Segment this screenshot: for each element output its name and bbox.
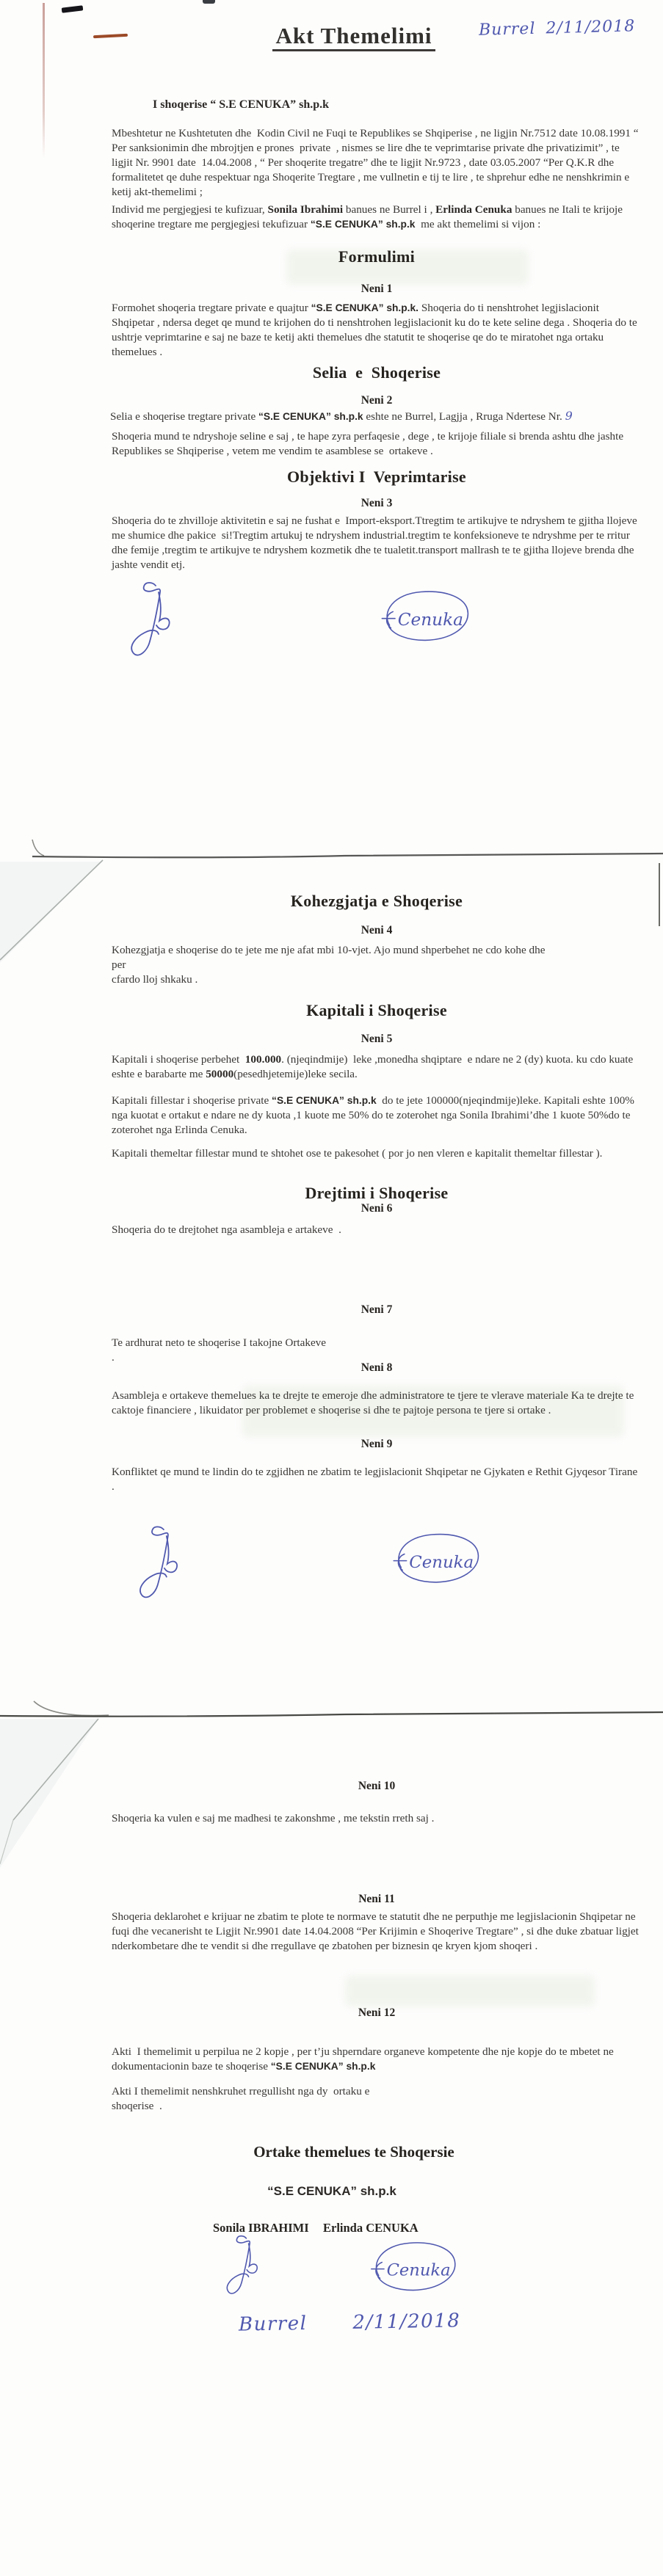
- neni-4-line: cfardo lloj shkaku .: [112, 973, 198, 986]
- neni-4-line: per: [112, 958, 126, 971]
- heading-neni-2: Neni 2: [361, 394, 393, 407]
- heading-kohezgjatja: Kohezgjatja e Shoqerise: [290, 892, 463, 910]
- neni-2-address-line: Selia e shoqerise tregtare private “S.E CENUKA” sh.p.k eshte ne Burrel, Lagjja , Rruga Ndertese Nr. 9: [110, 409, 573, 423]
- neni-5-paragraph-c: Kapitali themeltar fillestar mund te shtohet ose te pakesohet ( por jo nen vleren e kapitalit themeltar fillestar ).: [112, 1147, 603, 1160]
- handwritten-address-number: 9: [565, 409, 573, 423]
- neni-11-paragraph: Shoqeria deklarohet e krijuar ne zbatim te plote te normave te statutit dhe ne perputhje me legjislacionin Shqipetar ne fuqi dhe vecanerisht te Ligjit Nr.9901 date 14.04.2008 “Per Krijimin e Shoqerive Tregtare” , si dhe duke zbatuar ligjet nderkombetare dhe te vendit si dhe rregullave qe zbatohen per biznesin qe kryen kjom shoqeri .: [112, 1910, 642, 1952]
- page2-fold-line: [0, 860, 103, 960]
- signature-cenuka: [388, 1529, 482, 1587]
- founders-paragraph: Individ me pergjegjesi te kufizuar, Sonila Ibrahimi banues ne Burrel i , Erlinda Cenuka banues ne Itali te krijoje shoqerine tregtare me pergjegjesi tekufizuar “S.E CENUKA” sh.p.k me akt themelimi si vijon :: [112, 203, 626, 230]
- heading-neni-1: Neni 1: [361, 283, 393, 295]
- signature-cenuka: [376, 586, 471, 646]
- neni-5-paragraph-a: Kapitali i shoqerise perbehet 100.000. (njeqindmije) leke ,monedha shqiptare e ndare ne 2 (dy) kuota. ku cdo kuate eshte e barabarte me 50000(pesedhjetemije)leke secila.: [112, 1053, 637, 1080]
- signature-cenuka: [360, 2238, 464, 2294]
- neni-2-paragraph: Shoqeria mund te ndryshoje seline e saj , te hape zyra perfaqesie , dege , te krijoje filiale si brenda ashtu dhe jashte Republikes se Shqiperise , vetem me vendim te asamblese se ortakeve .: [112, 430, 626, 457]
- company-name: “S.E CENUKA” sh.p.k: [258, 411, 363, 422]
- neni-4-line: Kohezgjatja e shoqerise do te jete me nje afat mbi 10-vjet. Ajo mund shperbehet ne cdo kohe dhe: [112, 944, 546, 956]
- heading-neni-3: Neni 3: [361, 497, 393, 509]
- neni-1-paragraph: Formohet shoqeria tregtare private e quajtur “S.E CENUKA” sh.p.k. Shoqeria do ti nenshtrohet legjislacionit Shqipetar , ndersa deget qe mund te krijohen do ti nenshtrohen legjislacionit ku do te kete seline dega . Shoqeria do te ushtrje veprimtarine e saj ne baze te ketij akti themelues dhe statutit te shoqerise qe do te miratohet nga ortaku themelues .: [112, 302, 640, 358]
- signature-text: Cenuka: [386, 2260, 451, 2280]
- heading-neni-8: Neni 8: [361, 1361, 393, 1374]
- handwritten-place: Burrel: [238, 2313, 308, 2336]
- page2-fold-area: [0, 862, 101, 963]
- neni-6-paragraph: Shoqeria do te drejtohet nga asambleja e artakeve .: [112, 1223, 341, 1236]
- heading-selia: Selia e Shoqerise: [312, 363, 441, 382]
- neni-12-paragraph: Akti I themelimit u perpilua ne 2 kopje , per t’ju shperndare organeve kompetente dhe nje kopje do te mbetet ne dokumentacionin baze te shoqerise “S.E CENUKA” sh.p.k: [112, 2045, 617, 2073]
- scan-bleedthrough: [345, 1976, 595, 2006]
- page1-corner-curve: [32, 840, 44, 856]
- scan-artifact-black-dash: [62, 5, 84, 12]
- neni-12-closing-line: Akti I themelimit nenshkruhet rregullisht nga dy ortaku e: [112, 2085, 370, 2097]
- signature-ibrahimi: [134, 1524, 189, 1604]
- document-title: Akt Themelimi: [112, 22, 596, 49]
- heading-formulimi: Formulimi: [338, 247, 416, 266]
- heading-neni-9: Neni 9: [361, 1438, 393, 1450]
- scan-artifact-speck: [203, 0, 215, 4]
- company-name-line: “S.E CENUKA” sh.p.k: [267, 2184, 396, 2198]
- heading-neni-7: Neni 7: [361, 1303, 393, 1316]
- heading-neni-4: Neni 4: [361, 924, 393, 936]
- company-name: “S.E CENUKA” sh.p.k: [270, 2061, 376, 2072]
- company-name: “S.E CENUKA” sh.p.k: [272, 1095, 377, 1106]
- neni-12-closing-line: shoqerise .: [112, 2100, 162, 2112]
- intro-legal-paragraph: Mbeshtetur ne Kushtetuten dhe Kodin Civil ne Fuqi te Republikes se Shqiperise , ne ligjin Nr.7512 date 10.08.1991 “ Per sanksionimin dhe mbrojtjen e prones private , nismes se lire dhe te veprimtarise private dhe privatizimit” , te ligjit Nr. 9901 date 14.04.2008 , “ Per shoqerite tregatre” dhe te ligjit Nr.9723 , date 03.05.2007 “Per Q.K.R dhe formalitetet qe duhe respektuar nga Shoqerite Tregtare , me vullnetin e tij te lire , te shprehur edhe ne nenshkrimin e ketij akt-themelimi ;: [112, 127, 642, 198]
- scan-artifact-page-edge: [43, 3, 45, 159]
- heading-kapitali: Kapitali i Shoqerise: [306, 1001, 447, 1019]
- neni-10-paragraph: Shoqeria ka vulen e saj me madhesi te zakonshme , me tekstin rreth saj .: [112, 1812, 435, 1824]
- page3-fold-line: [13, 1719, 98, 1820]
- heading-neni-5: Neni 5: [361, 1033, 393, 1045]
- founder-name-cenuka: Erlinda CENUKA: [323, 2221, 419, 2235]
- page3-fold-line-faint: [0, 1820, 13, 1864]
- founder-name: Erlinda Cenuka: [435, 203, 512, 216]
- handwritten-date: 2/11/2018: [546, 17, 636, 38]
- heading-neni-6: Neni 6: [361, 1202, 393, 1215]
- heading-neni-12: Neni 12: [358, 2006, 396, 2019]
- heading-drejtimi: Drejtimi i Shoqerise: [305, 1184, 449, 1202]
- page2-bottom-edge: [0, 1712, 663, 1717]
- neni-3-paragraph: Shoqeria do te zhvilloje aktivitetin e saj ne fushat e Import-eksport.Ttregtim te artikujve te ndryshem te gjitha llojeve me shumice dhe pakice si!Tregtim artukuj te ndryshem industrial.tregtim te konfeksioneve te ndryshme per te rritur dhe femije ,tregtim te artikujve te ndryshem kozmetik dhe te tualetit.transport mallrash te te gjitha llojeve brenda dhe jashte vendit etj.: [112, 514, 640, 571]
- founder-name: Sonila Ibrahimi: [267, 203, 344, 216]
- neni-7-paragraph: Te ardhurat neto te shoqerise I takojne Ortakeve: [112, 1336, 327, 1349]
- signature-ibrahimi: [125, 580, 182, 662]
- heading-ortake-themelues: Ortake themelues te Shoqersie: [253, 2143, 454, 2161]
- neni-8-paragraph: Asambleja e ortakeve themelues ka te drejte te emeroje dhe administratore te tjere te vlerave materiale Ka te drejte te caktoje financiere , likuidator per problemet e shoqerise si dhe te pajtoje persona te tjere si ortake .: [112, 1389, 637, 1416]
- page1-bottom-edge: [32, 854, 663, 857]
- handwritten-date-bottom: [239, 2310, 461, 2335]
- heading-objektivi: Objektivi I Veprimtarise: [287, 467, 466, 486]
- founder-name-ibrahimi: Sonila IBRAHIMI: [213, 2221, 309, 2235]
- company-name: “S.E CENUKA” sh.p.k: [310, 219, 416, 230]
- heading-neni-11: Neni 11: [358, 1893, 395, 1905]
- signature-ibrahimi: [222, 2233, 267, 2300]
- company-name: “S.E CENUKA” sh.p.k.: [311, 302, 419, 313]
- handwritten-place: Burrel: [478, 19, 536, 40]
- handwritten-date: 2/11/2018: [352, 2310, 461, 2334]
- neni-9-paragraph: Konfliktet qe mund te lindin do te zgjidhen ne zbatim te legjislacionit Shqipetar ne Gjykaten e Rethit Gjyqesor Tirane .: [112, 1466, 643, 1493]
- neni-7-dot: .: [112, 1351, 115, 1364]
- quota-amount: 50000: [206, 1068, 234, 1080]
- signature-text: Cenuka: [397, 610, 463, 630]
- heading-neni-10: Neni 10: [358, 1780, 396, 1792]
- company-subtitle: I shoqerise “ S.E CENUKA” sh.p.k: [153, 98, 330, 111]
- page3-fold-area: [0, 1719, 98, 1868]
- neni-5-paragraph-b: Kapitali fillestar i shoqerise private “S.E CENUKA” sh.p.k do te jete 100000(njeqindmije)leke. Kapitali eshte 100% nga kuotat e ortakut e ndare ne dy kuota ,1 kuote me 50% do te zoterohet nga Sonila Ibrahimi’dhe 1 kuote 50%do te zoterohet nga Erlinda Cenuka.: [112, 1094, 637, 1136]
- page2-corner-curve: [34, 1701, 109, 1716]
- handwritten-date-top: [479, 17, 636, 40]
- capital-amount: 100.000: [244, 1053, 282, 1066]
- signature-text: Cenuka: [409, 1552, 474, 1572]
